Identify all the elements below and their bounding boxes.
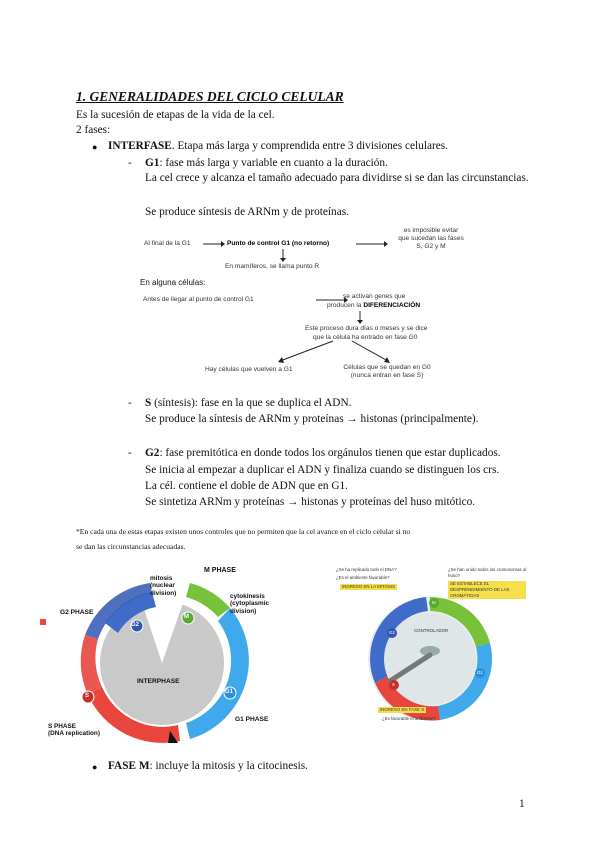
ctrl-m-label: M bbox=[432, 600, 436, 605]
m-phase-label: M PHASE bbox=[204, 567, 236, 574]
s-desc: (síntesis): fase en la que se duplica el ADN. bbox=[151, 397, 352, 409]
fase-m-desc: : incluye la mitosis y la citocinesis. bbox=[149, 760, 308, 772]
diag-end-g1: Al final de la G1 bbox=[144, 240, 191, 247]
cell-cycle-figure bbox=[40, 563, 275, 745]
ctrl-a2: SE ESTABLECE EL DESPRENDIMIENTO DE LAS CROMÁTIDAS bbox=[448, 581, 526, 599]
diag-stay-g0 bbox=[343, 364, 431, 380]
controller-center bbox=[384, 613, 476, 705]
mitosis-3: division) bbox=[150, 589, 177, 597]
diag-mammals: En mamíferos, se llama punto R bbox=[225, 263, 320, 270]
ctrl-q4: ¿Es favorable el ambiente? bbox=[382, 716, 436, 721]
cyto-1: cytokinesis bbox=[230, 593, 265, 600]
g2-term: G2 bbox=[145, 447, 160, 459]
interfase-item bbox=[108, 139, 448, 154]
controller-figure bbox=[330, 563, 535, 735]
ctrl-s-label: S bbox=[392, 682, 395, 687]
g2-item bbox=[145, 446, 501, 461]
note-line2: se dan las circunstancias adecuadas. bbox=[76, 542, 186, 551]
bullet-icon: ● bbox=[92, 762, 98, 772]
arrow-right-icon bbox=[202, 239, 226, 249]
g2-desc: : fase premitótica en donde todos los orgánulos tienen que estar duplicados. bbox=[159, 447, 501, 459]
ctrl-g2-label: G2 bbox=[389, 630, 395, 635]
diag-stay-2: (nunca entran en fase S) bbox=[350, 372, 424, 379]
g1-line2: La cel crece y alcanza el tamaño adecuado para dividirse si se dan las circunstancias. bbox=[145, 172, 529, 184]
cyto-2: (cytoplasmic bbox=[230, 600, 270, 608]
phases-count: 2 fases: bbox=[76, 124, 111, 136]
g2-line3: La cél. contiene el doble de ADN que en G1. bbox=[145, 480, 348, 492]
diag-checkpoint: Punto de control G1 (no retorno) bbox=[227, 240, 330, 247]
diag-impossible-3: S, G2 y M bbox=[416, 243, 446, 250]
diag-process-1: Este proceso dura días o meses y se dice bbox=[305, 325, 428, 332]
g2-phase-label: G2 PHASE bbox=[60, 609, 94, 616]
s-item bbox=[145, 396, 351, 411]
g1-item bbox=[145, 156, 388, 171]
dash-icon: - bbox=[128, 447, 132, 459]
interfase-term: INTERFASE bbox=[108, 140, 172, 152]
page-number: 1 bbox=[519, 798, 525, 810]
g2-dot-label: G2 bbox=[131, 622, 140, 628]
diag-activate-2-text: producen la bbox=[327, 302, 362, 309]
interphase-label: INTERPHASE bbox=[137, 678, 180, 685]
g1-line3: Se produce síntesis de ARNm y de proteínas. bbox=[145, 206, 349, 218]
dash-icon: - bbox=[128, 397, 132, 409]
diag-impossible bbox=[391, 227, 471, 251]
ctrl-q2: ¿Es el ambiente favorable? bbox=[336, 575, 390, 580]
s-phase-2: (DNA replication) bbox=[48, 730, 100, 738]
arrow-down-icon bbox=[278, 249, 288, 263]
diag-stay-1: Células que se quedan en G0 bbox=[343, 364, 431, 371]
m-dot-label: M bbox=[184, 614, 189, 620]
mitosis-label bbox=[150, 575, 176, 597]
diag-activate-2 bbox=[327, 302, 420, 310]
diag-return-g1: Hay células que vuelven a G1 bbox=[205, 366, 293, 373]
s-term: S bbox=[145, 397, 152, 409]
diag-before: Antes de llegar al punto de control G1 bbox=[143, 296, 254, 303]
fase-m-term: FASE M bbox=[108, 760, 150, 772]
mitosis-2: (nuclear bbox=[150, 582, 175, 590]
arrow-down-icon bbox=[355, 311, 365, 325]
ctrl-a1: INGRESO EN LA MITOSIS bbox=[342, 584, 396, 589]
diag-differentiation: DIFERENCIACIÓN bbox=[363, 302, 421, 309]
arrow-down-right-icon bbox=[350, 340, 394, 366]
g2-line2: Se inicia al empezar a duplicar el ADN y finaliza cuando se distinguen los crs. bbox=[145, 464, 500, 476]
g1-phase-label: G1 PHASE bbox=[235, 716, 269, 723]
diag-some-cells: En alguna células: bbox=[140, 278, 206, 287]
s-phase-label bbox=[48, 723, 100, 738]
bullet-icon: ● bbox=[92, 142, 98, 152]
ctrl-q1: ¿Se ha replicado todo el DNA? bbox=[336, 567, 397, 572]
g1-desc: : fase más larga y variable en cuanto a la duración. bbox=[159, 157, 388, 169]
g2-line4: Se sintetiza ARNm y proteínas → histonas y proteínas del huso mitótico. bbox=[145, 496, 476, 508]
ctrl-g1-label: G1 bbox=[477, 670, 483, 675]
diag-impossible-1: es imposible evitar bbox=[403, 227, 459, 234]
ctrl-a3: INGRESO EN FASE S bbox=[380, 707, 425, 712]
cytokinesis-label bbox=[230, 593, 269, 615]
ctrl-center-label: CONTROLADOR bbox=[414, 628, 449, 633]
dash-icon: - bbox=[128, 157, 132, 169]
arrow-down-left-icon bbox=[275, 340, 335, 366]
s-arc-2 bbox=[81, 635, 102, 695]
arrow-right-icon bbox=[355, 239, 389, 249]
fase-m-item bbox=[108, 759, 308, 774]
diag-process-2: que la célula ha entrado en fase G0 bbox=[313, 334, 418, 341]
intro-text: Es la sucesión de etapas de la vida de la cel. bbox=[76, 109, 275, 121]
side-mark bbox=[40, 619, 46, 625]
s-line2: Se produce la síntesis de ARNm y proteínas → histonas (principalmente). bbox=[145, 413, 479, 425]
interfase-desc: . Etapa más larga y comprendida entre 3 divisiones celulares. bbox=[171, 140, 448, 152]
section-heading: 1. GENERALIDADES DEL CICLO CELULAR bbox=[76, 89, 344, 104]
s-phase-1: S PHASE bbox=[48, 723, 77, 730]
mitosis-1: mitosis bbox=[150, 575, 173, 582]
note-line1: *En cada una de estas etapas existen unos controles que no permiten que la cel avance en el ciclo celular si no bbox=[76, 527, 411, 536]
g1-dot-label: G1 bbox=[225, 689, 234, 695]
diag-impossible-2: que sucedan las fases bbox=[398, 235, 464, 242]
cyto-3: division) bbox=[230, 607, 257, 615]
s-dot-label: S bbox=[85, 693, 90, 699]
diag-activate-1: se activan genes que bbox=[343, 293, 406, 300]
ctrl-q3: ¿Se han unido todos los cromosomas al huso? bbox=[448, 567, 527, 578]
g1-term: G1 bbox=[145, 157, 160, 169]
